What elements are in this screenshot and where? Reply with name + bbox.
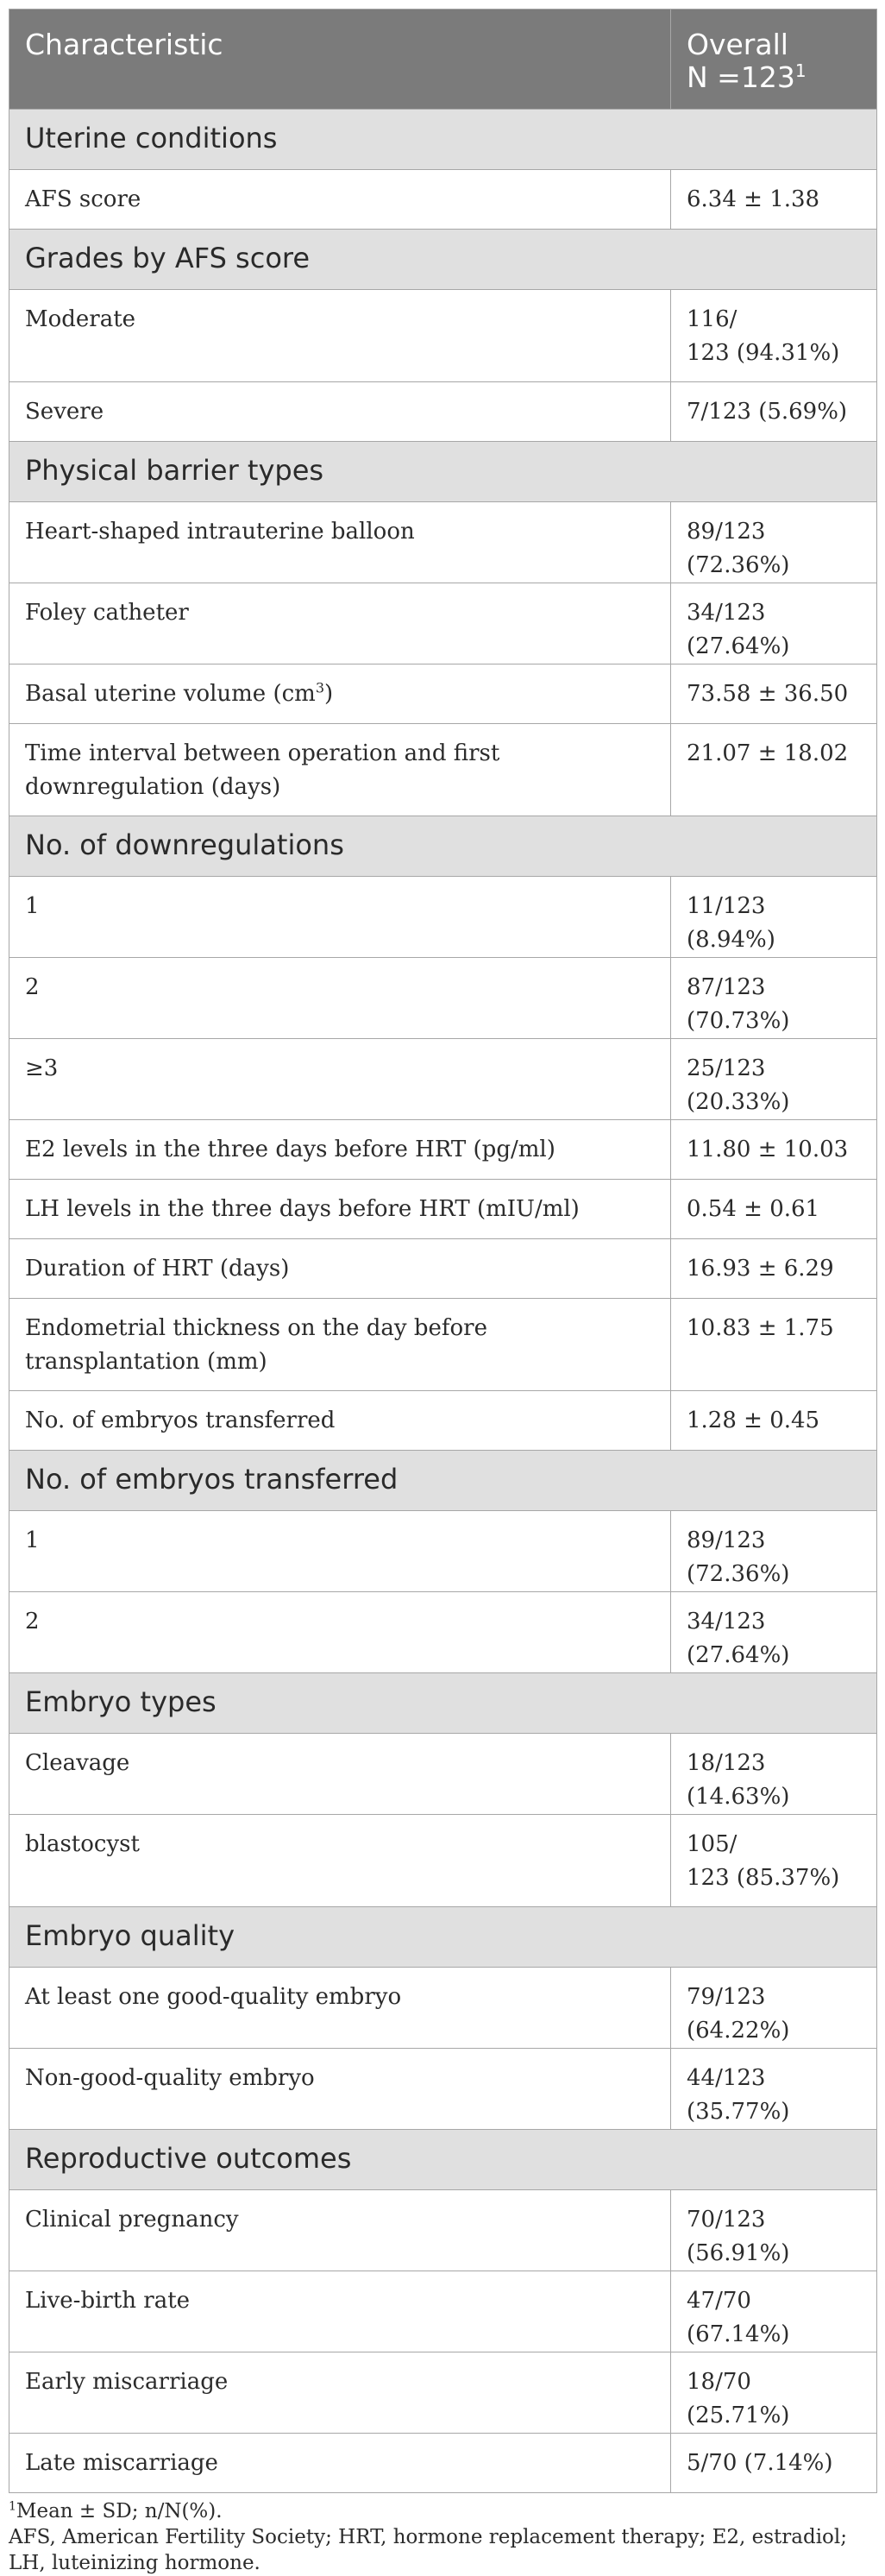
table-row bbox=[9, 2049, 877, 2130]
row-value-line: 123 (94.31%) bbox=[687, 340, 840, 366]
table-row bbox=[9, 1592, 877, 1673]
row-label-text: AFS score bbox=[25, 186, 141, 212]
row-label bbox=[9, 502, 671, 583]
table-row bbox=[9, 1968, 877, 2049]
row-value: 18/70 (25.71%) bbox=[671, 2352, 877, 2434]
row-label bbox=[9, 2190, 671, 2271]
table-row bbox=[9, 1299, 877, 1391]
row-label-text: E2 levels in the three days before HRT (pg/ml) bbox=[25, 1137, 555, 1162]
row-value: 44/123 (35.77%) bbox=[671, 2049, 877, 2130]
table-row bbox=[9, 290, 877, 382]
row-value bbox=[671, 1815, 877, 1907]
row-label bbox=[9, 1511, 671, 1592]
section-header-row bbox=[9, 442, 877, 502]
table-row bbox=[9, 2271, 877, 2352]
header-overall bbox=[671, 9, 877, 110]
row-value-line: 116/ bbox=[687, 306, 738, 332]
row-value bbox=[671, 290, 877, 382]
table-row bbox=[9, 1815, 877, 1907]
row-label bbox=[9, 958, 671, 1039]
row-label-superscript: 3 bbox=[315, 679, 325, 696]
section-label: Uterine conditions bbox=[9, 110, 877, 170]
row-label bbox=[9, 170, 671, 230]
footnote-1-marker: 1 bbox=[9, 2499, 16, 2514]
footnote-1-text: Mean ± SD; n/N(%). bbox=[16, 2500, 223, 2522]
row-label bbox=[9, 583, 671, 664]
row-value-line: 123 (85.37%) bbox=[687, 1865, 840, 1891]
section-label: Grades by AFS score bbox=[9, 230, 877, 290]
row-label-text: LH levels in the three days before HRT (mIU/ml) bbox=[25, 1196, 580, 1222]
row-label-line: transplantation (mm) bbox=[25, 1349, 267, 1375]
row-value: 16.93 ± 6.29 bbox=[671, 1239, 877, 1299]
table-container bbox=[9, 9, 876, 2576]
table-row bbox=[9, 1734, 877, 1815]
table-row bbox=[9, 382, 877, 442]
section-label: No. of embryos transferred bbox=[9, 1451, 877, 1511]
row-value: 73.58 ± 36.50 bbox=[671, 664, 877, 724]
row-label bbox=[9, 664, 671, 724]
section-header-row bbox=[9, 110, 877, 170]
row-value-line: 105/ bbox=[687, 1831, 738, 1857]
row-label-text: Clinical pregnancy bbox=[25, 2207, 239, 2233]
header-overall-line2: N =123 bbox=[687, 60, 795, 94]
row-value: 11.80 ± 10.03 bbox=[671, 1120, 877, 1180]
row-value: 10.83 ± 1.75 bbox=[671, 1299, 877, 1391]
section-header-row bbox=[9, 816, 877, 877]
row-label-text: Cleavage bbox=[25, 1750, 130, 1776]
table-row bbox=[9, 958, 877, 1039]
row-label bbox=[9, 2352, 671, 2434]
table-header-row bbox=[9, 9, 877, 110]
table-row bbox=[9, 1391, 877, 1451]
row-label-text: Early miscarriage bbox=[25, 2369, 229, 2395]
characteristics-table bbox=[9, 9, 877, 2493]
row-label-text: Duration of HRT (days) bbox=[25, 1256, 290, 1282]
table-row bbox=[9, 664, 877, 724]
table-body bbox=[9, 110, 877, 2493]
row-label-text: Live-birth rate bbox=[25, 2288, 191, 2314]
header-overall-footnote-marker: 1 bbox=[794, 60, 807, 81]
table-row bbox=[9, 2190, 877, 2271]
row-label-text: blastocyst bbox=[25, 1831, 140, 1857]
section-header-row bbox=[9, 2130, 877, 2190]
row-label-text: Heart-shaped intrauterine balloon bbox=[25, 519, 415, 545]
row-label bbox=[9, 2271, 671, 2352]
row-value: 87/123 (70.73%) bbox=[671, 958, 877, 1039]
row-value: 89/123 (72.36%) bbox=[671, 502, 877, 583]
row-label-line: downregulation (days) bbox=[25, 774, 281, 800]
table-row bbox=[9, 1180, 877, 1239]
row-label bbox=[9, 1592, 671, 1673]
row-label-text: Moderate bbox=[25, 306, 136, 332]
row-label-text: ≥3 bbox=[25, 1055, 59, 1081]
row-label bbox=[9, 724, 671, 816]
row-label bbox=[9, 1815, 671, 1907]
row-label-line: Endometrial thickness on the day before bbox=[25, 1315, 487, 1341]
row-label-text: 2 bbox=[25, 1609, 40, 1634]
row-label-text: 2 bbox=[25, 974, 40, 1000]
row-value: 79/123 (64.22%) bbox=[671, 1968, 877, 2049]
row-label-text: Basal uterine volume (cm bbox=[25, 681, 316, 707]
table-row bbox=[9, 1511, 877, 1592]
row-value: 89/123 (72.36%) bbox=[671, 1511, 877, 1592]
row-value: 21.07 ± 18.02 bbox=[671, 724, 877, 816]
row-value: 5/70 (7.14%) bbox=[671, 2434, 877, 2493]
section-header-row bbox=[9, 230, 877, 290]
section-label: Embryo quality bbox=[9, 1907, 877, 1968]
section-label: Physical barrier types bbox=[9, 442, 877, 502]
row-label-text: No. of embryos transferred bbox=[25, 1408, 336, 1433]
section-header-row bbox=[9, 1451, 877, 1511]
table-row bbox=[9, 502, 877, 583]
row-label bbox=[9, 1039, 671, 1120]
table-row bbox=[9, 877, 877, 958]
table-row bbox=[9, 170, 877, 230]
row-label bbox=[9, 1299, 671, 1391]
row-value: 1.28 ± 0.45 bbox=[671, 1391, 877, 1451]
row-value: 7/123 (5.69%) bbox=[671, 382, 877, 442]
row-label bbox=[9, 382, 671, 442]
row-label bbox=[9, 2049, 671, 2130]
row-value: 34/123 (27.64%) bbox=[671, 583, 877, 664]
footnote-abbreviations: AFS, American Fertility Society; HRT, hormone replacement therapy; E2, estradiol; LH, luteinizing hormone. bbox=[9, 2526, 848, 2574]
section-header-row bbox=[9, 1907, 877, 1968]
row-label-text: 1 bbox=[25, 893, 40, 919]
row-value: 11/123 (8.94%) bbox=[671, 877, 877, 958]
table-row bbox=[9, 2352, 877, 2434]
header-overall-line1: Overall bbox=[687, 28, 788, 61]
section-label: Embryo types bbox=[9, 1673, 877, 1734]
row-label-text: At least one good-quality embryo bbox=[25, 1984, 402, 2010]
row-value: 47/70 (67.14%) bbox=[671, 2271, 877, 2352]
row-value: 6.34 ± 1.38 bbox=[671, 170, 877, 230]
table-row bbox=[9, 1239, 877, 1299]
row-label-text: Severe bbox=[25, 399, 104, 425]
row-label bbox=[9, 1120, 671, 1180]
row-label bbox=[9, 1391, 671, 1451]
section-header-row bbox=[9, 1673, 877, 1734]
row-label bbox=[9, 2434, 671, 2493]
section-label: Reproductive outcomes bbox=[9, 2130, 877, 2190]
row-value: 18/123 (14.63%) bbox=[671, 1734, 877, 1815]
header-characteristic: Characteristic bbox=[9, 9, 671, 110]
table-footnotes bbox=[9, 2498, 876, 2576]
table-row bbox=[9, 1039, 877, 1120]
row-label bbox=[9, 290, 671, 382]
section-label: No. of downregulations bbox=[9, 816, 877, 877]
row-label-text: 1 bbox=[25, 1527, 40, 1553]
row-label-suffix: ) bbox=[324, 681, 334, 707]
row-label bbox=[9, 1734, 671, 1815]
table-row bbox=[9, 2434, 877, 2493]
row-value: 25/123 (20.33%) bbox=[671, 1039, 877, 1120]
row-value: 0.54 ± 0.61 bbox=[671, 1180, 877, 1239]
row-label bbox=[9, 877, 671, 958]
row-value: 34/123 (27.64%) bbox=[671, 1592, 877, 1673]
footnote-1 bbox=[9, 2498, 876, 2524]
row-label-text: Late miscarriage bbox=[25, 2450, 218, 2476]
table-row bbox=[9, 583, 877, 664]
row-label bbox=[9, 1180, 671, 1239]
row-label-text: Foley catheter bbox=[25, 600, 189, 626]
table-row bbox=[9, 724, 877, 816]
row-label bbox=[9, 1968, 671, 2049]
table-row bbox=[9, 1120, 877, 1180]
row-label-text: Non-good-quality embryo bbox=[25, 2065, 315, 2091]
row-value: 70/123 (56.91%) bbox=[671, 2190, 877, 2271]
row-label-line: Time interval between operation and first bbox=[25, 740, 500, 766]
row-label bbox=[9, 1239, 671, 1299]
